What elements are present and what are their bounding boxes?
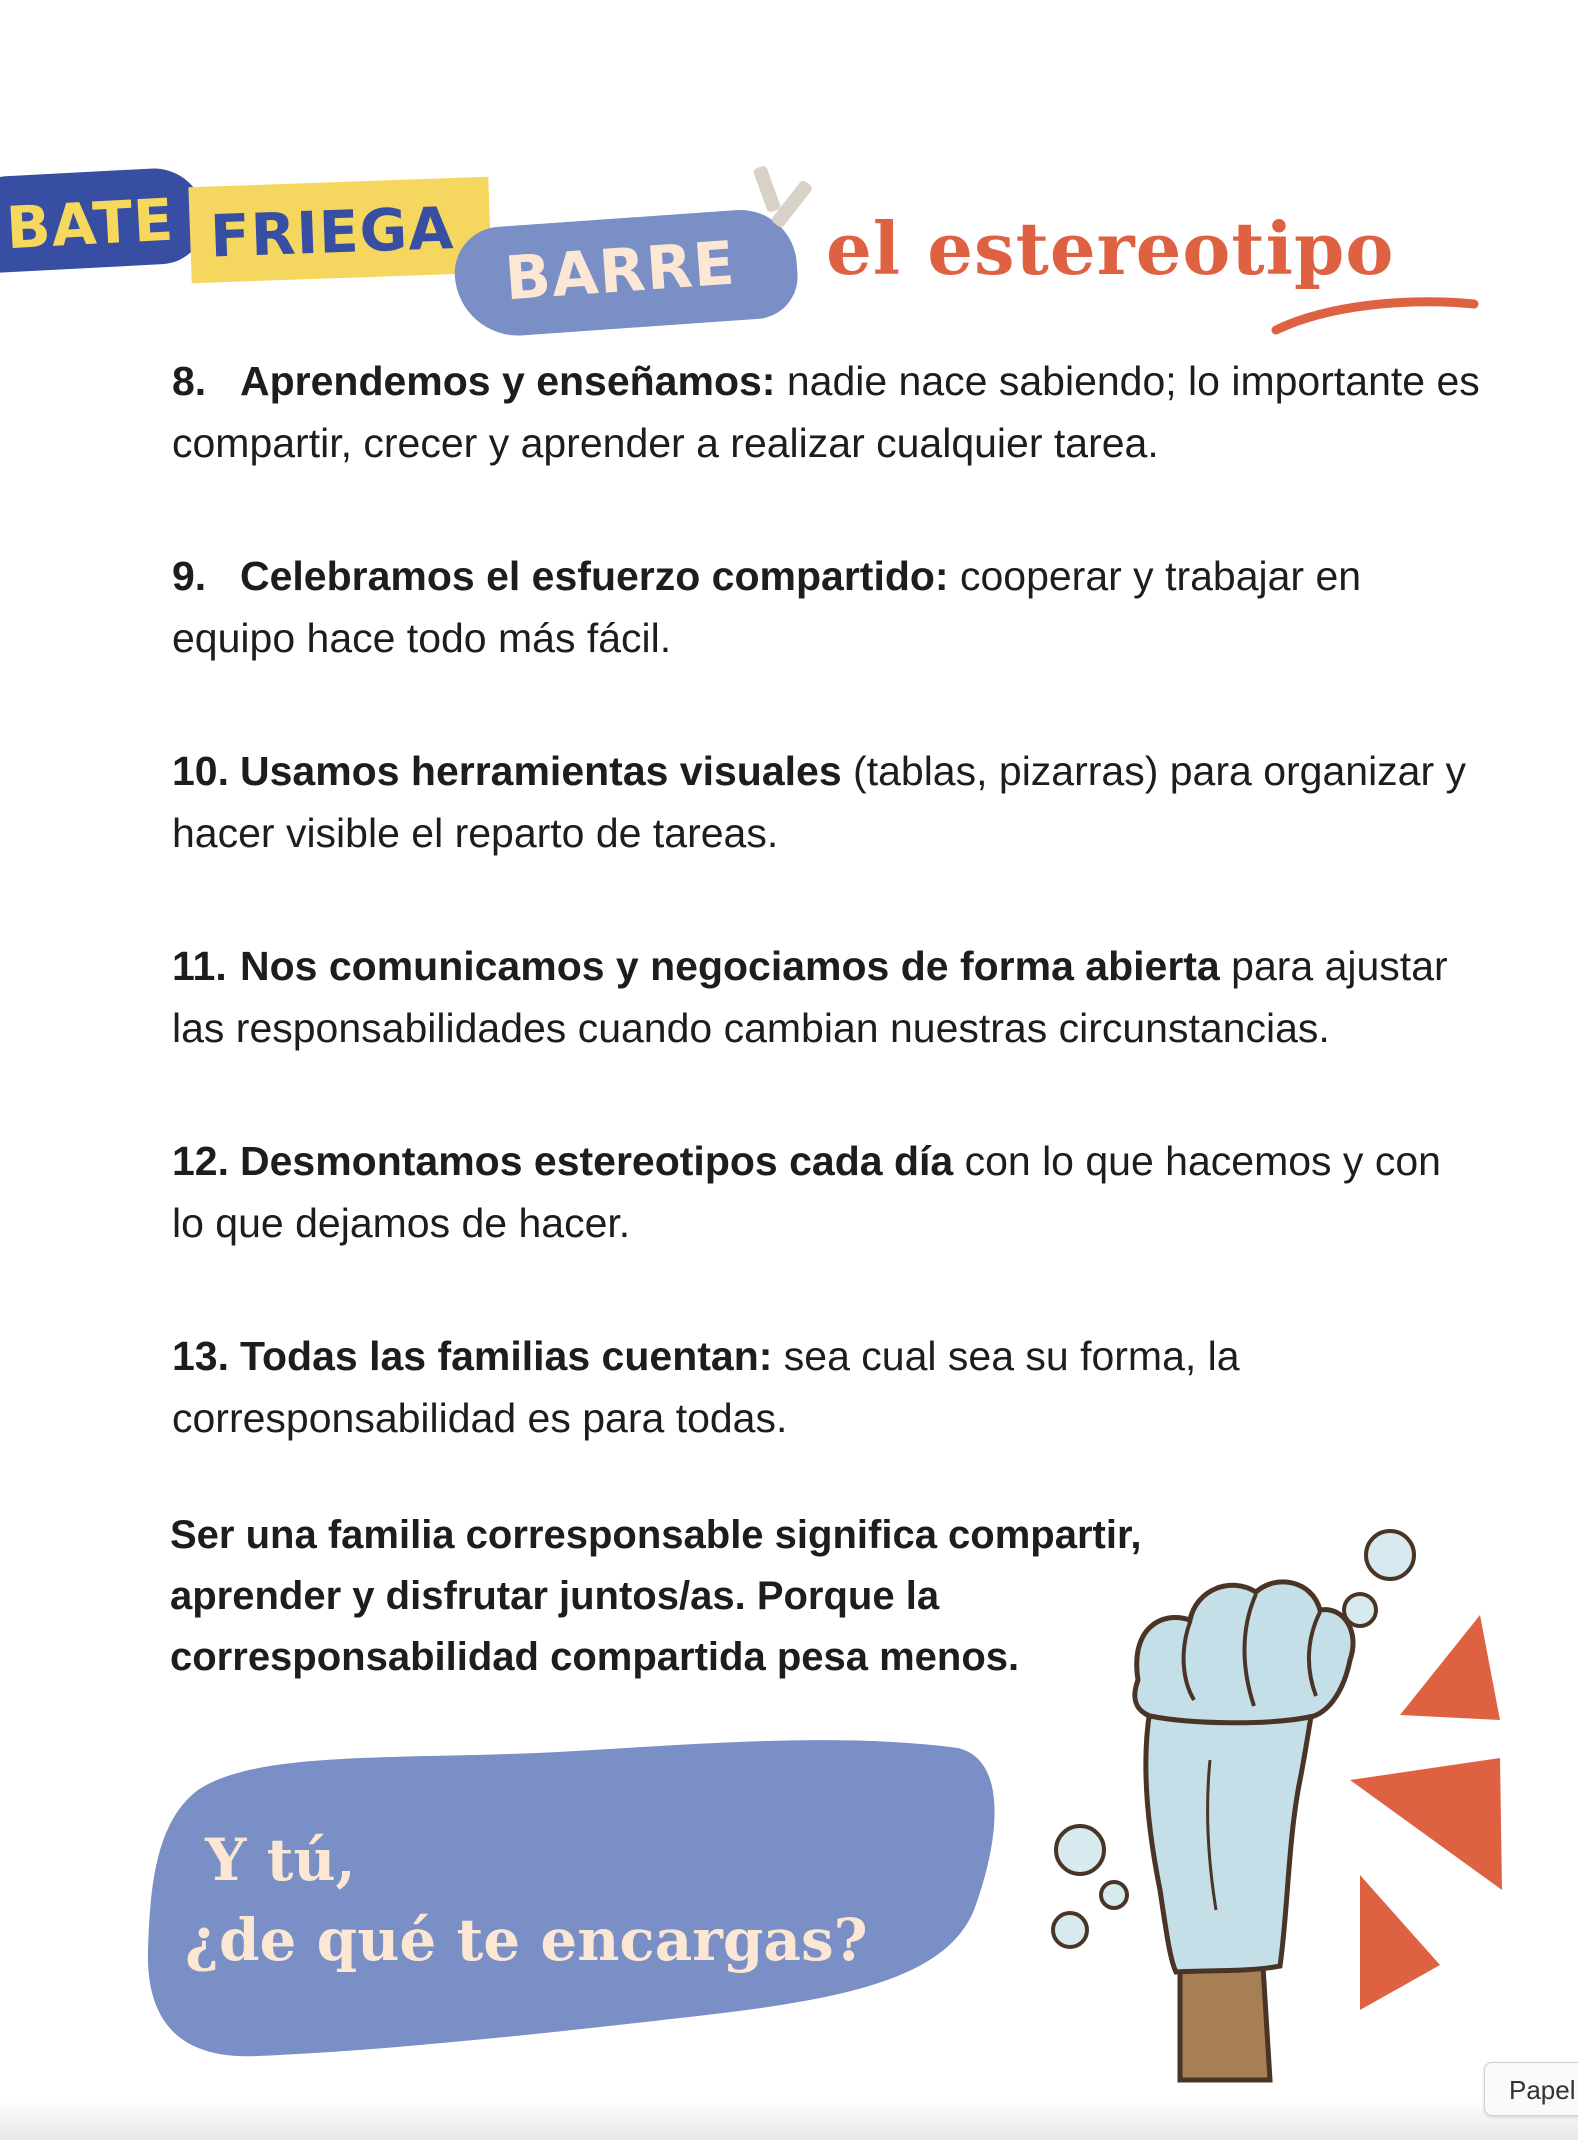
tag-barre [452, 206, 801, 340]
item-lead: Celebramos el esfuerzo compartido: [240, 553, 949, 599]
item-text: para ajustar las responsabilidades cuando cambian nuestras circunstancias. [172, 943, 1448, 1051]
item-text: cooperar y trabajar en equipo hace todo más fácil. [172, 553, 1362, 661]
list-item [172, 350, 1482, 545]
cta-text [185, 1820, 868, 1980]
item-text: (tablas, pizarras) para organizar y hacer visible el reparto de tareas. [172, 748, 1467, 856]
tag-bate [0, 166, 207, 274]
page-title: el estereotipo [826, 206, 1395, 291]
spark-icon [753, 165, 782, 213]
tag-barre-label: BARRE [502, 228, 738, 315]
points-list [172, 350, 1482, 1520]
item-number: 8. [172, 358, 207, 404]
raised-fist-glove-icon [1030, 1510, 1550, 2090]
list-item [172, 740, 1482, 935]
list-item [172, 1130, 1482, 1325]
closing-statement: Ser una familia corresponsable significa compartir, aprender y disfrutar juntos/as. Porque la corresponsabilidad compartida pesa menos. [170, 1513, 1142, 1679]
triangle-burst-icon [1400, 1615, 1500, 1720]
list-item [172, 1325, 1482, 1520]
tag-friega [188, 177, 491, 283]
item-lead: Todas las familias cuentan: [240, 1333, 773, 1379]
item-lead: Nos comunicamos y negociamos de forma abierta [240, 943, 1220, 989]
item-lead: Usamos herramientas visuales [240, 748, 842, 794]
cta-line-1: Y tú, [205, 1826, 356, 1894]
item-text: sea cual sea su forma, la corresponsabilidad es para todas. [172, 1333, 1240, 1441]
cta-line-2: ¿de qué te encargas? [185, 1906, 868, 1974]
papel-button[interactable]: Papel [1484, 2062, 1578, 2116]
item-lead: Aprendemos y enseñamos: [240, 358, 776, 404]
item-number: 11. [172, 943, 227, 989]
item-number: 10. [172, 748, 229, 794]
triangle-burst-icon [1360, 1875, 1440, 2010]
item-number: 12. [172, 1138, 229, 1184]
list-item [172, 935, 1482, 1130]
list-item [172, 545, 1482, 740]
triangle-burst-icon [1350, 1758, 1502, 1890]
tag-friega-label: FRIEGA [208, 194, 456, 271]
window-bottom-shade [0, 2100, 1578, 2140]
item-number: 9. [172, 553, 207, 599]
tag-bate-label: BATE [4, 185, 176, 263]
header [0, 150, 1578, 350]
item-text: nadie nace sabiendo; lo importante es compartir, crecer y aprender a realizar cualquier tarea. [172, 358, 1480, 466]
item-text: con lo que hacemos y con lo que dejamos de hacer. [172, 1138, 1441, 1246]
title-underline [1270, 290, 1480, 340]
item-number: 13. [172, 1333, 229, 1379]
item-lead: Desmontamos estereotipos cada día [240, 1138, 954, 1184]
